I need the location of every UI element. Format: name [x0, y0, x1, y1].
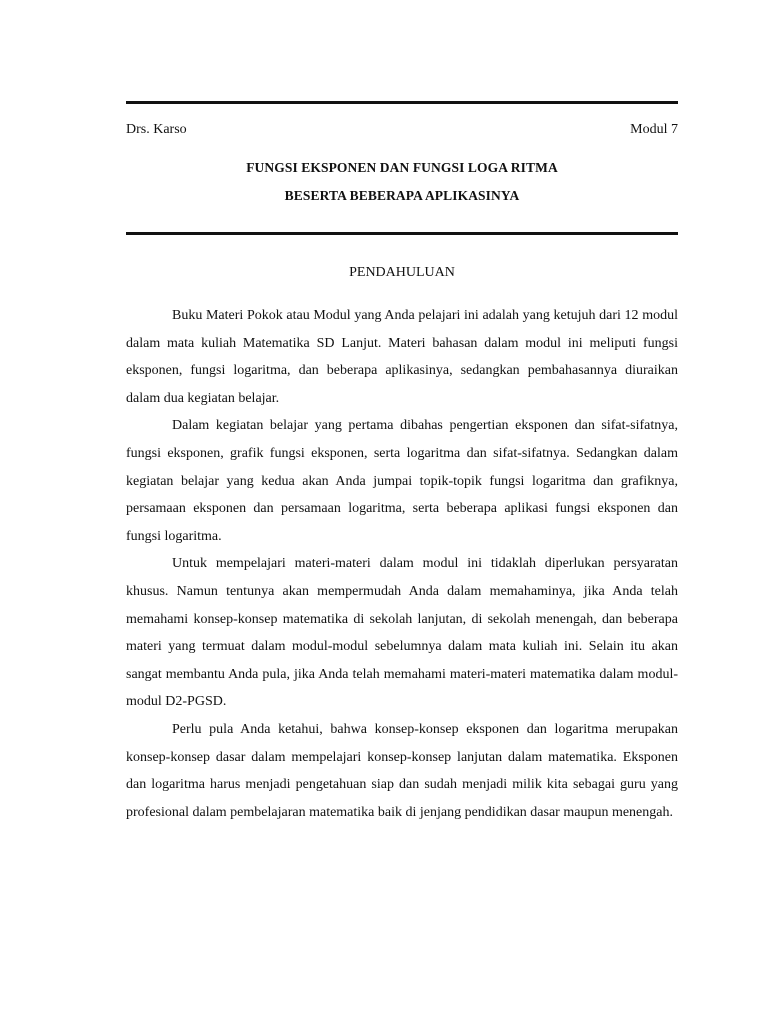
bottom-rule — [126, 232, 678, 235]
page-header — [126, 122, 678, 142]
section-heading: PENDAHULUAN — [349, 265, 455, 280]
document-page — [126, 0, 678, 1024]
paragraph: Dalam kegiatan belajar yang pertama dibahas pengertian eksponen dan sifat-sifatnya, fungsi eksponen, grafik fungsi eksponen, serta logaritma dan sifat-sifatnya. Sedangkan dalam kegiatan belajar yang kedua akan Anda jumpai topik-topik fungsi logaritma dan grafiknya, persamaan eksponen dan persamaan logaritma, serta beberapa aplikasi fungsi eksponen dan fungsi logaritma. — [126, 418, 678, 544]
paragraph: Perlu pula Anda ketahui, bahwa konsep-konsep eksponen dan logaritma merupakan konsep-konsep dasar dalam mempelajari konsep-konsep lanjutan dalam matematika. Eksponen dan logaritma harus menjadi pengetahuan siap dan sudah menjadi milik kita sebagai guru yang profesional dalam pembelajaran matematika baik di jenjang pendidikan dasar maupun menengah. — [126, 721, 678, 820]
paragraph: Buku Materi Pokok atau Modul yang Anda pelajari ini adalah yang ketujuh dari 12 modul dalam mata kuliah Matematika SD Lanjut. Materi bahasan dalam modul ini meliputi fungsi eksponen, fungsi logaritma, dan beberapa aplikasinya, sedangkan pembahasannya diuraikan dalam dua kegiatan belajar. — [126, 308, 678, 406]
module-number: Modul 7 — [630, 122, 678, 137]
document-title-line-2: BESERTA BEBERAPA APLIKASINYA — [284, 188, 520, 203]
top-rule — [126, 101, 678, 104]
document-title-line-1: FUNGSI EKSPONEN DAN FUNGSI LOGA RITMA — [246, 160, 558, 175]
paragraph: Untuk mempelajari materi-materi dalam modul ini tidaklah diperlukan persyaratan khusus. Namun tentunya akan mempermudah Anda dalam memahaminya, jika Anda telah memahami konsep-konsep matematika di sekolah lanjutan, di sekolah menengah, dan beberapa materi yang termuat dalam modul-modul sebelumnya dalam mata kuliah ini. Selain itu akan sangat membantu Anda pula, jika Anda telah memahami materi-materi matematika dalam modul-modul D2-PGSD. — [126, 556, 678, 710]
author-name: Drs. Karso — [126, 122, 187, 137]
body-text — [126, 302, 678, 826]
